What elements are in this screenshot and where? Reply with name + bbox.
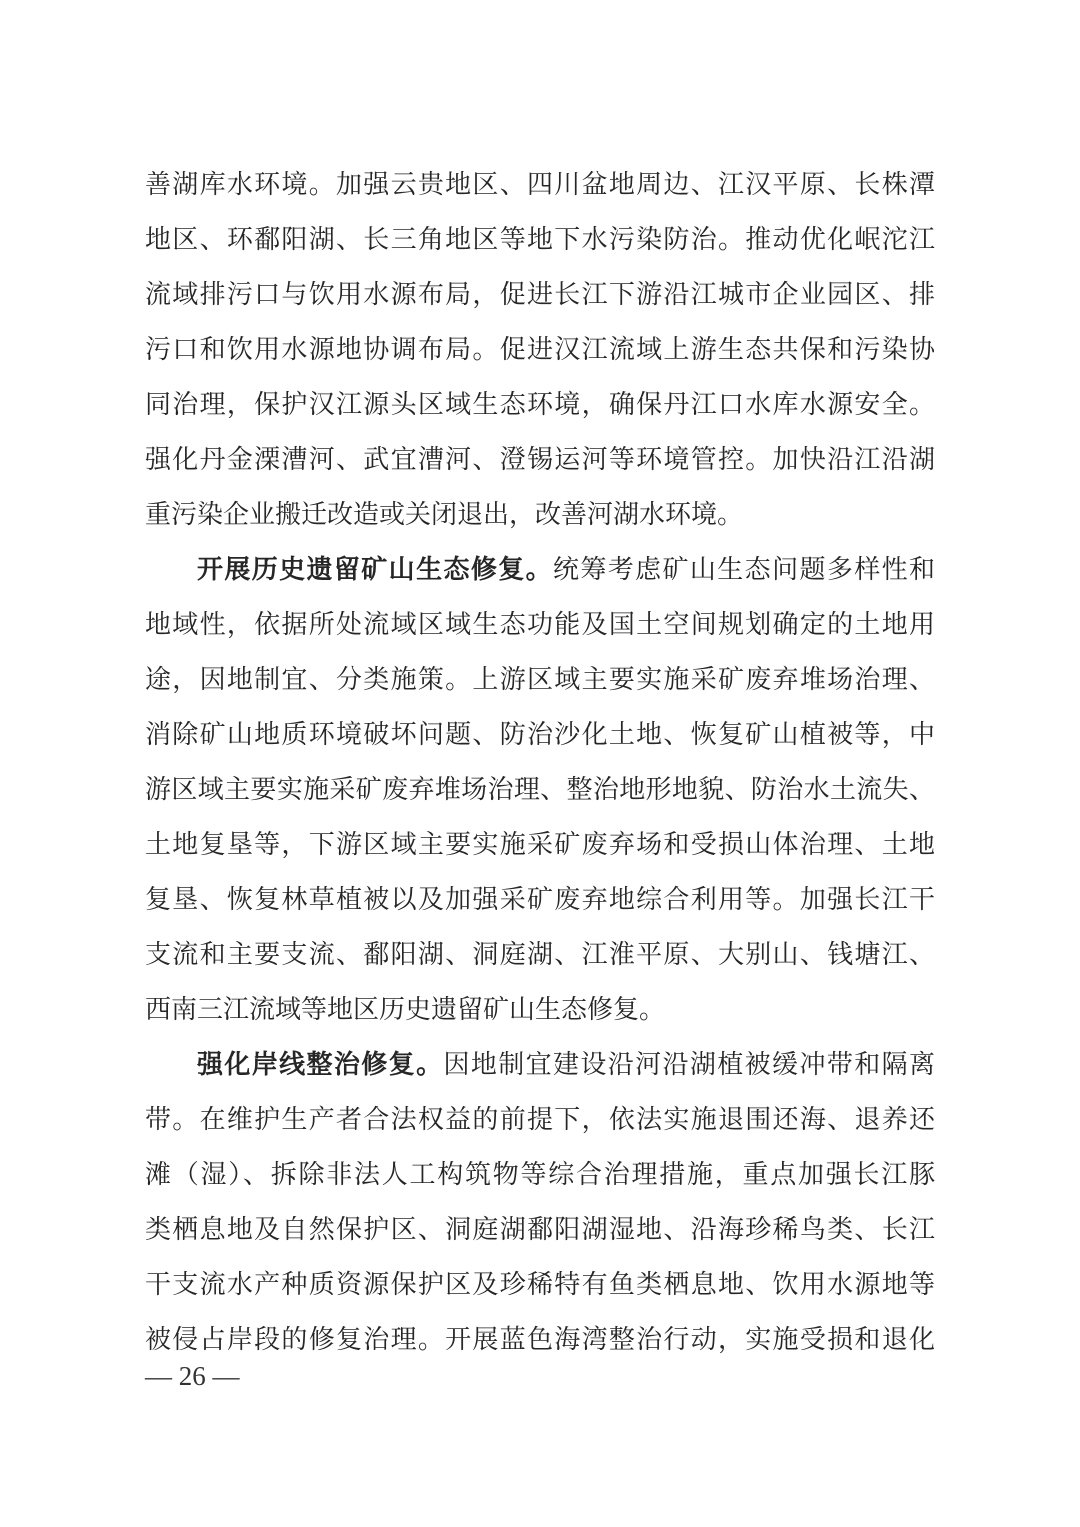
text-line: 强化丹金溧漕河、武宜漕河、澄锡运河等环境管控。加快沿江沿湖 bbox=[145, 445, 935, 474]
paragraph-lead-bold: 强化岸线整治修复。 bbox=[197, 1050, 444, 1079]
text-line: 带。在维护生产者合法权益的前提下，依法实施退围还海、退养还 bbox=[145, 1105, 935, 1134]
text-line: 游区域主要实施采矿废弃堆场治理、整治地形地貌、防治水土流失、 bbox=[145, 775, 935, 804]
paragraph-lead-rest: 因地制宜建设沿河沿湖植被缓冲带和隔离 bbox=[443, 1050, 935, 1079]
text-line: 消除矿山地质环境破坏问题、防治沙化土地、恢复矿山植被等，中 bbox=[145, 720, 935, 749]
text-line: 途，因地制宜、分类施策。上游区域主要实施采矿废弃堆场治理、 bbox=[145, 665, 935, 694]
text-line: 重污染企业搬迁改造或关闭退出，改善河湖水环境。 bbox=[145, 500, 744, 529]
text-line: 支流和主要支流、鄱阳湖、洞庭湖、江淮平原、大别山、钱塘江、 bbox=[145, 940, 935, 969]
text-line: 污口和饮用水源地协调布局。促进汉江流域上游生态共保和污染协 bbox=[145, 335, 935, 364]
text-line: 土地复垦等，下游区域主要实施采矿废弃场和受损山体治理、土地 bbox=[145, 830, 935, 859]
text-line: 善湖库水环境。加强云贵地区、四川盆地周边、江汉平原、长株潭 bbox=[145, 170, 935, 199]
text-line: 干支流水产种质资源保护区及珍稀特有鱼类栖息地、饮用水源地等 bbox=[145, 1270, 935, 1299]
page-number: — 26 — bbox=[145, 1361, 240, 1391]
page-body bbox=[145, 157, 935, 1367]
text-line: 同治理，保护汉江源头区域生态环境，确保丹江口水库水源安全。 bbox=[145, 390, 935, 419]
text-line bbox=[145, 1037, 935, 1092]
text-line: 复垦、恢复林草植被以及加强采矿废弃地综合利用等。加强长江干 bbox=[145, 885, 935, 914]
paragraph-lead-rest: 统筹考虑矿山生态问题多样性和 bbox=[553, 555, 935, 584]
paragraph bbox=[145, 1037, 935, 1367]
text-line: 流域排污口与饮用水源布局，促进长江下游沿江城市企业园区、排 bbox=[145, 280, 935, 309]
text-line bbox=[145, 542, 935, 597]
text-line: 滩（湿）、拆除非法人工构筑物等综合治理措施，重点加强长江豚 bbox=[145, 1160, 935, 1189]
paragraph bbox=[145, 157, 935, 542]
paragraph-lead-bold: 开展历史遗留矿山生态修复。 bbox=[197, 555, 553, 584]
text-line: 类栖息地及自然保护区、洞庭湖鄱阳湖湿地、沿海珍稀鸟类、长江 bbox=[145, 1215, 935, 1244]
text-line: 地区、环鄱阳湖、长三角地区等地下水污染防治。推动优化岷沱江 bbox=[145, 225, 935, 254]
text-line: 被侵占岸段的修复治理。开展蓝色海湾整治行动，实施受损和退化 bbox=[145, 1325, 935, 1354]
paragraph bbox=[145, 542, 935, 1037]
text-line: 地域性，依据所处流域区域生态功能及国土空间规划确定的土地用 bbox=[145, 610, 935, 639]
text-line: 西南三江流域等地区历史遗留矿山生态修复。 bbox=[145, 995, 666, 1024]
